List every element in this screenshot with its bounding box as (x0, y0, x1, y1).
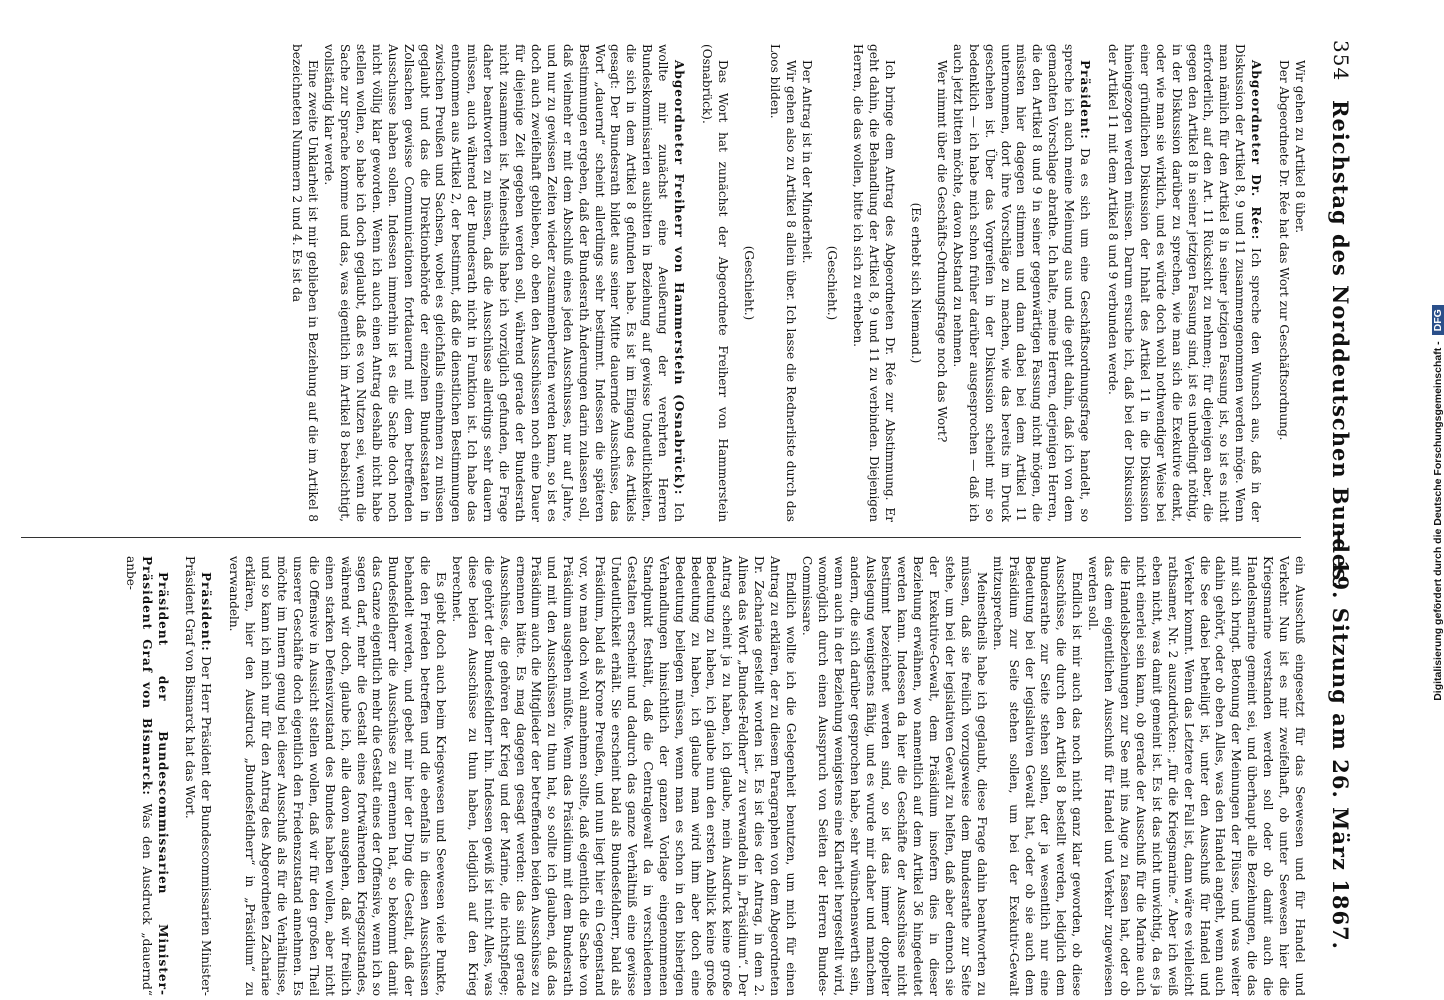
left-column (288, 44, 1307, 522)
speech (122, 556, 170, 996)
speech-text: Ich wollte mir zunächst eine Aeußerung der verehrten Herren Bundeskommissarien ausbitten in Beziehung auf gewisse Undeutlichkeiten, die sich in dem Artikel 8 gefunden habe. Es ist im Eingang des Artikels gesagt: Der Bundesrath bildet aus seiner Mitte dauernde Ausschüsse, das Wort „dauernd“ scheint allerdings sehr bestimmt. Indessen die späteren Bestimmungen ergeben, daß der Bundesrath Änderungen darin zulassen soll, daß vielmehr er mit dem Abschluß eines jeden Ausschusses, nur auf Jahre, und nur zu gewissen Zeiten wieder zusammenberufen werden kann, so ist es doch auch zweifelhaft geblieben, ob eben den Ausschüssen noch eine Dauer für diejenige Zeit gegeben werden soll, während gerade der Bundesrath nicht zusammen ist. Meinestheils habe ich vorzüglich gefunden, die Frage daher beantworten zu müssen, daß die Ausschüsse allerdings sehr dauern müssen, auch während der Bundesrath nicht in Funktion ist. Ich habe das entnommen aus Artikel 2, der bestimmt, daß die dienstlichen Bestimmungen zwischen Preußen und Sachsen, wobei es gleichfalls einnehmen zu müssen geglaubt und das die Direktionbehörde der einzelnen Bundesstaaten in Zollsachen gewisse Communicationen fortdauernd mit dem betreffenden Ausschusse haben sollen. Indessen immerhin ist es die Sache doch noch nicht völlig klar geworden. Wenn ich auch einen Antrag deshalb nicht habe stellen wollen, so habe ich doch geglaubt, daß es von Nutzen sei, wenn die Sache zur Sprache komme und das, was eigentlich im Artikel 8 beabsichtigt, vollständig klar werde. (322, 44, 687, 522)
paragraph: Es giebt doch auch beim Kriegswesen und Seewesen viele Punkte, die den Frieden betreffen und die ebenfalls in diesen Ausschüssen behandelt werden, und gebet mir hier der Ding die Gestalt, daß der Bundesfeldherr die Ausschüsse zu ernennen hat, so bekommt damit das Ganze eigentlich mehr die Gestalt eines der Offensive, wenn ich so sagen darf, mehr die Gestalt eines fortwährenden Kriegszustandes, während wir doch, glaube ich, alle davon ausgehen, daß wir freilich einen starken Defensivzustand des Bundes haben wollen, aber nicht die Offensive in Aussicht stellen wollen, daß wir für den großen Theil unserer Geschäfte doch eigentlich den Friedenszustand annehmen. Es möchte im Innern genug bei dieser Ausschuß als für die Verhältnisse, und so kann ich mich nur für den Antrag des Abgeordneten Zachariae erklären, hier den Ausdruck „Bundesfeldherr“ in „Präsidium“ zu verwandeln. (227, 556, 449, 996)
stage-direction: (Geschieht.) (741, 245, 756, 321)
paragraph: Ich bringe dem Antrag des Abgeordneten Dr. Rée zur Abstimmung. Er geht dahin, die Behandlung der Artikel 8, 9 und 11 zu verbinden. Diejenigen Herren, die das wollen, bitte ich sich zu erheben. (851, 44, 898, 522)
paragraph: Der Antrag ist in der Minderheit. (799, 60, 814, 264)
paragraph: ein Ausschuß eingesetzt für das Seewesen und für Handel und Verkehr. Nun ist es mir zweifelhaft, ob unter Seewesen hier die Kriegsmarine verstanden werden soll oder ob damit auch die Handelsmarine gemeint sei, und überhaupt alle Beziehungen, die das mit sich bringt. Betonung der Meinungen der Flüsse, und was weiter dahin gehört, oder ob eben Alles, was den Handel angeht, wenn auch die See dabei betheiligt ist, unter den Ausschuß für Handel und Verkehr kommt. Wenn das Letztere der Fall ist, dann wäre es vielleicht rathsamer, Nr. 2 auszudrücken: „für die Kriegsmarine.“ Aber ich weiß eben nicht, was damit gemeint ist. Es ist das nicht unwichtig, da es ja nicht einerlei sein kann, ob gerade der Ausschuß für die Marine auch die Handelsbeziehungen zur See mit ins Auge zu fassen hat, oder ob das dem eigentlichen Ausschuß für Handel und Verkehr zugewiesen werden soll. (1086, 556, 1307, 996)
dfg-stamp (1410, 0, 1444, 1000)
speech (949, 44, 1092, 522)
paragraph: Der Abgeordnete Dr. Rée hat das Wort zur Geschäftsordnung. (1277, 60, 1292, 441)
spacer (213, 556, 225, 996)
speech (1104, 44, 1263, 522)
paragraph: Wir gehen zu Artikel 8 über. (1293, 60, 1307, 234)
speech-text: Da es sich um eine Geschäftsordnungsfrage handelt, so spreche ich auch meine Meinung aus und die geht dahin, daß ich von dem gemachten Vorschlage abrathe. Ich halte, meine Herren, derjenigen Herren, die den Artikel 8 und 9 in seiner gegenwärtigen Fassung nicht mögen, die müssten hier dagegen stimmen und dann dabei bei dem Artikel 11 unternommen, dort ihre Vorschläge zu machen, wie das bereits im Druck geschehen ist. Über das Vorgreifen in der Diskussion scheint mir so bedenklich — ich habe mich schon früher darüber ausgesprochen — daß ich auch jetzt bitten möchte, davon Abstand zu nehmen. (950, 44, 1093, 522)
dfg-stamp-text-wrap (1432, 8, 1444, 998)
right-column (122, 556, 1307, 996)
paragraph: Meinestheils habe ich geglaubt, diese Frage dahin beantworten zu müssen, daß sie freilich vorzugsweise dem Bundesrathe zur Seite stehe, um bei der legislativen Gewalt zu helfen, daß aber dennoch sie der Exekutive-Gewalt, dem Präsidium insofern dies in dieser Beziehung erwähnen, wo namentlich auf dem Artikel 36 hingedeutet werden kann. Indessen da hier die Geschäfte der Ausschüsse nicht bestimmt bezeichnet werden sind, so ist das immer doppelter Auslegung wenigstens fähig, und es wurde mir daher und manchem andern, die sich darüber gesprochen habe, sehr wünschenswerth sein, wenn auch in der Beziehung wenigstens eine Klarheit hergestellt wird, womöglich durch einen Ausspruch von Seiten der Herren Bundes-Commissare. (799, 556, 989, 996)
spacer (170, 556, 182, 996)
spacer (1263, 44, 1275, 522)
paragraph: Wer nimmt über die Geschäfts-Ordnungsfrage noch das Wort? (934, 60, 949, 443)
speaker-name: Präsident: (1078, 60, 1093, 140)
speech (320, 44, 686, 522)
spacer (686, 44, 698, 522)
header-title-left: Reichstag des Norddeutschen Bundes. (1328, 100, 1353, 590)
paragraph: Eine zweite Unklarheit ist mir geblieben in Beziehung auf die im Artikel 8 bezeichneten Nummern 2 und 4. Es ist da (290, 44, 321, 522)
paragraph: Endlich ist mir auch das noch nicht ganz klar geworden, ob diese Ausschüsse, die durch den Artikel 8 bestellt werden, lediglich dem Bundesrathe zur Seite stehen sollen, der ja wesentlich nur eine Bedeutung bei der legislativen Gewalt hat, oder ob sie auch dem Präsidium zur Seite stehen sollen, um bei der Exekutiv-Gewalt mitzusprechen. (990, 556, 1085, 996)
speaker-name: Abgeordneter Freiherr von Hammerstein (Osnabrück): (672, 60, 687, 496)
dfg-stamp-text: Digitalisierung gefördert durch die Deutsche Forschungsgemeinschaft - (1432, 341, 1444, 701)
stage-direction: (Es erhebt sich Niemand.) (909, 202, 924, 364)
speech-text: Der Herr Präsident der Bundescommissarien Minister-Präsident Graf von Bismarck hat das Wort. (183, 556, 214, 996)
page-header (1317, 40, 1357, 970)
header-title-right: — 19. Sitzung am 26. März 1867. (1328, 529, 1353, 950)
column-divider (21, 537, 1301, 538)
stage-direction: (Geschieht.) (825, 245, 840, 321)
paragraph: Endlich wollte ich die Gelegenheit benutzen, um mich für einen Antrag zu erklären, der zu diesem Paragraphen von dem Abgeordneten Dr. Zachariae gestellt worden ist. Es ist dies der Antrag, in dem 2. Alinea das Wort „Bundes-Feldherr“ zu verwandeln in „Präsidium“. Der Antrag scheint ja zu haben, ich glaube, mein Ausdruck keine große Bedeutung zu haben, ich glaube nun den ersten Anblick keine große Bedeutung zu haben, ich glaube man wird ihm aber doch eine Bedeutung beilegen müssen, wenn man es schon in den bisherigen Verhandlungen hinsichtlich der ganzen Vorlage eingenommenen Standpunkt festhält, daß die Centralgewalt da in verschiedenen Gestalten erscheint und dadurch das ganze Verhältniß eine gewisse Undeutlichkeit erhält. Sie erscheint bald als Bundesfeldherr, bald als Präsidium, bald als Krone Preußen, und nun liegt hier ein Gegenstand vor, wo man doch wohl annehmen sollte, daß eigentlich die Sache von Präsidium ausgehen müßte. Wenn das Präsidium mit dem Bundesrath und mit den Ausschüssen zu thun hat, so sollte ich glauben, daß das Präsidium auch die Mitglieder der betreffenden beiden Ausschüsse zu ernennen hätte. Es mag dagegen gesagt werden: das sind gerade Ausschüsse, die gehören der Krieg und der Marine, die nichtspflege; die gehört der Bundesfeldherr hin. Indessen gewiß ist nicht Alles, was diese beiden Ausschüsse zu thun haben, lediglich auf den Krieg berechnet. (449, 556, 798, 996)
speech (182, 556, 214, 996)
speech-text: Was den Ausdruck „dauernd“ anbe- (123, 556, 154, 996)
page-number: 354 (1329, 40, 1353, 82)
speaker-name: Abgeordneter Dr. Rée: (1249, 60, 1264, 241)
dfg-logo: DFG (1432, 305, 1444, 335)
spacer (1092, 44, 1104, 522)
paragraph: Wir gehen also zu Artikel 8 allein über. Ich lasse die Rednerliste durch das Loos bilden. (767, 44, 798, 522)
paragraph: Das Wort hat zunächst der Abgeordnete Freiherr von Hammerstein (Osnabrück). (700, 44, 730, 522)
speaker-name: Präsident der Bundescommissarien Minister-Präsident Graf von Bismarck: (139, 556, 170, 996)
speech-text: Ich spreche den Wunsch aus, daß in der Diskussion der Artikel 8, 9 und 11 zusammengenommen werden möge. Wenn man nämlich für den Artikel 8 in seiner jetzigen Fassung ist, so ist es nicht erforderlich, auf den Art. 11 Rücksicht zu nehmen; für diejenigen aber, die gegen den Artikel 8 in seiner jetzigen Fassung sind, ist es unbedingt nöthig, in der Diskussion darüber zu sprechen, wie man sich die Exekutive denkt, oder wie man sie wirklich, und es würde doch wohl nothwendiger Weise bei einer gründlichen Diskussion der Inhalt des Artikel 11 in die Diskussion hineingezogen werden müssen. Darum ersuche ich, daß bei der Diskussion der Artikel 11 mit dem Artikel 8 und 9 verbunden werde. (1106, 44, 1264, 522)
speaker-name: Präsident: (199, 572, 214, 652)
